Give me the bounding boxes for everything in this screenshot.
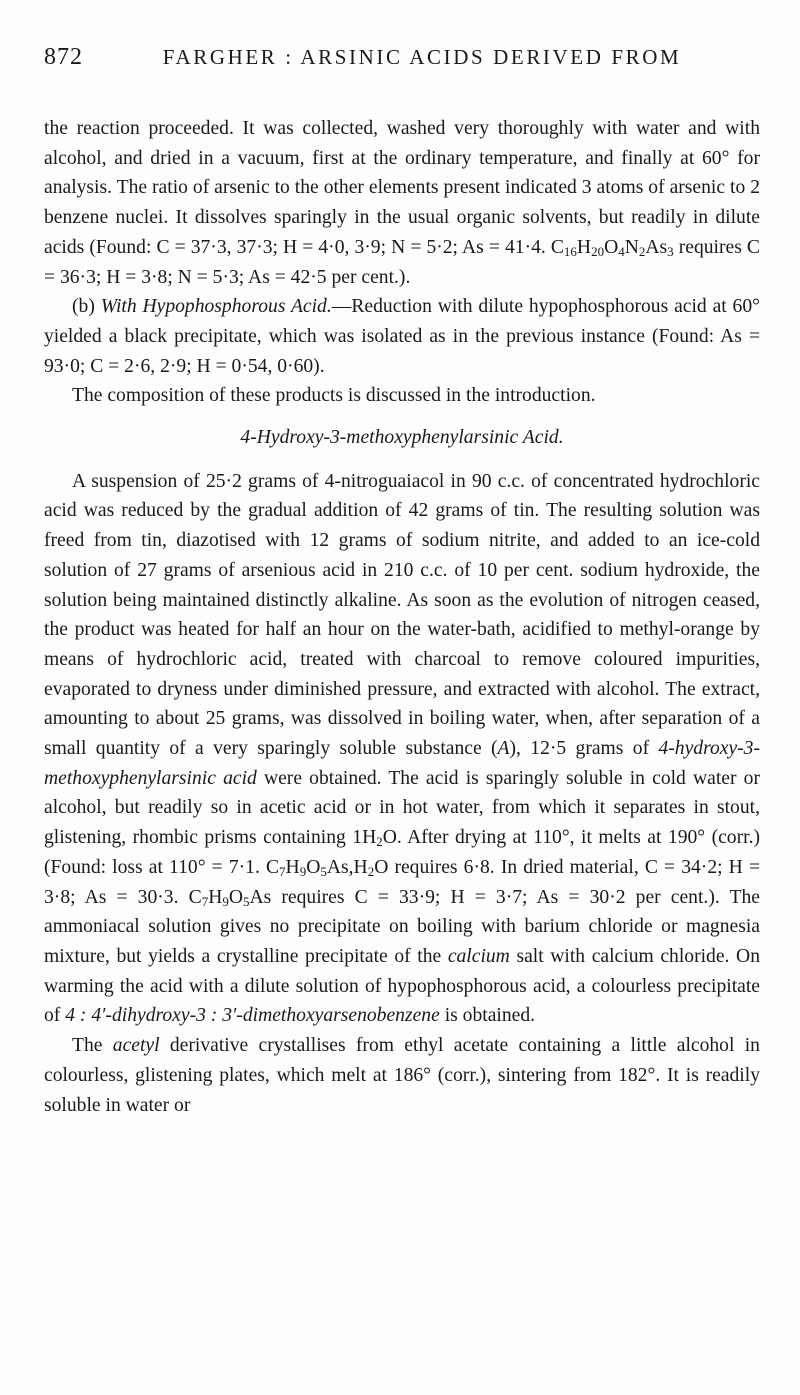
section-heading: 4-Hydroxy-3-methoxyphenylarsinic Acid. (240, 427, 564, 449)
text-run: O (604, 236, 619, 258)
text-run: As,H (326, 856, 368, 878)
text-run: derivative crystallises from ethyl acetate containing a little alcohol in colourless, glistening plates, which melt at 186° (corr.), sintering from 182°. It is readily soluble in water or (44, 1035, 760, 1116)
text-run: —Reduction with dilute hypophosphorous acid at 60° yielded a black precipitate, which was isolated as in the previous instance (Found: As = 93·0; C = 2·6, 2·9; H = 0·54, 0·60). (44, 296, 760, 377)
running-head (44, 44, 760, 80)
text-run: salt with calcium chloride. On warming the acid with a dilute solution of hypophosphorous acid, a colourless precipitate of (44, 945, 760, 1027)
italic-term: 4 : 4′-dihydroxy-3 : 3′-dimethoxyarsenobenzene (65, 1005, 440, 1027)
text-run: the reaction proceeded. It was collected, washed very thoroughly with water and with alcohol, and dried in a vacuum, first at the ordinary temperature, and finally at 60° for analysis. The ratio of arsenic to the other elements present indicated 3 atoms of arsenic to 2 benzene nuclei. It dissolves sparingly in the usual organic solvents, but readily in dilute acids (Found: C = 37·3, 37·3; H = 4·0, 3·9; N = 5·2; As = 41·4. C (44, 118, 760, 258)
subscript: 2 (638, 243, 646, 259)
text-run: As (645, 236, 668, 258)
text-run: H (208, 886, 223, 908)
paragraph-acetyl (44, 1031, 760, 1120)
text-run: The (72, 1035, 113, 1057)
subscript: 9 (299, 863, 307, 879)
subscript: 9 (222, 893, 229, 909)
text-run: O (306, 856, 321, 878)
subscript: 5 (320, 863, 327, 879)
italic-term: calcium (447, 945, 510, 967)
italic-term: 4-hydroxy-3-methoxyphenylarsinic acid (44, 738, 760, 789)
italic-term: acetyl (112, 1035, 160, 1057)
text-run: H (576, 236, 592, 258)
subscript: 7 (279, 863, 286, 879)
text-run: H (285, 856, 300, 878)
paragraph-analysis (44, 114, 760, 292)
text-run: O requires 6·8. In dried material, C = 34·2; H = 3·8; As = 30·3. C (44, 856, 760, 908)
article-body (44, 114, 760, 1120)
text-run: is obtained. (439, 1005, 536, 1027)
italic-term: A (497, 738, 510, 760)
text-run: The composition of these products is discussed in the introduction. (72, 385, 596, 407)
text-run: O (228, 886, 243, 908)
text-run: As requires C = 33·9; H = 3·7; As = 30·2 per cent.). The ammoniacal solution gives no precipitate on boiling with barium chloride or magnesia mixture, but yields a crystalline precipitate of the (44, 886, 760, 967)
subscript: 16 (563, 243, 577, 259)
text-run: requires C = 36·3; H = 3·8; N = 5·3; As = 42·5 per cent.). (44, 236, 760, 288)
text-run: N (624, 236, 639, 258)
subscript: 2 (367, 863, 375, 879)
paragraph-composition (44, 381, 760, 411)
paragraph-preparation (44, 467, 760, 1031)
subscript: 4 (618, 243, 625, 259)
text-run: ), 12·5 grams of (509, 738, 659, 760)
running-title: FARGHER : ARSINIC ACIDS DERIVED FROM (162, 45, 682, 69)
page-number: 872 (44, 44, 83, 70)
subscript: 5 (243, 893, 250, 909)
text-run: were obtained. The acid is sparingly soluble in cold water or alcohol, but readily so in acetic acid or in hot water, from which it separates in stout, glistening, rhombic prisms containing 1H (44, 767, 760, 849)
subscript: 3 (667, 243, 674, 259)
subsection-label: (b) (72, 296, 101, 318)
paragraph-hypophosphorous (44, 292, 760, 381)
subscript: 7 (201, 893, 209, 909)
text-run: A suspension of 25·2 grams of 4-nitroguaiacol in 90 c.c. of concentrated hydrochloric acid was reduced by the gradual addition of 42 grams of tin. The resulting solution was freed from tin, diazotised with 12 grams of sodium nitrite, and added to an ice-cold solution of 27 grams of arsenious acid in 210 c.c. of 10 per cent. sodium hydroxide, the solution being maintained distinctly alkaline. As soon as the evolution of nitrogen ceased, the product was heated for half an hour on the water-bath, acidified to methyl-orange by means of hydrochloric acid, treated with charcoal to remove coloured impurities, evaporated to dryness under diminished pressure, and extracted with alcohol. The extract, amounting to about 25 grams, was dissolved in boiling water, when, after separation of a small quantity of a very sparingly soluble substance ( (44, 470, 760, 760)
subscript: 2 (376, 834, 383, 850)
subscript: 20 (591, 243, 605, 259)
text-run: O. After drying at 110°, it melts at 190° (corr.) (Found: loss at 110° = 7·1. C (44, 827, 760, 878)
subsection-title: With Hypophosphorous Acid. (100, 296, 332, 318)
